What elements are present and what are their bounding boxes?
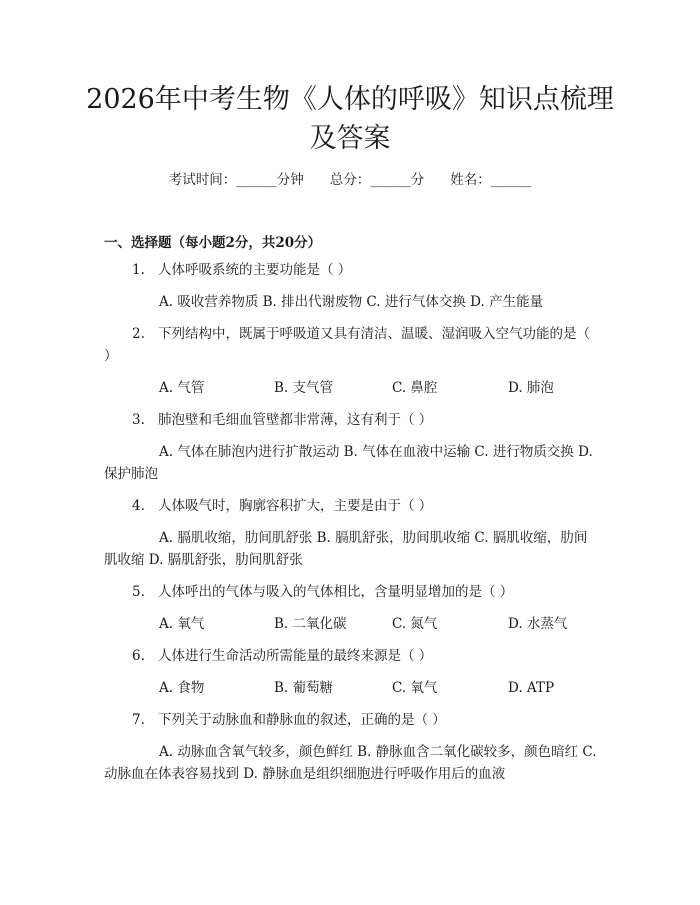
option-a: A. 食物 xyxy=(159,680,205,696)
question-text: 下列关于动脉血和静脉血的叙述，正确的是（ ） xyxy=(158,712,446,728)
question-stem xyxy=(104,259,598,281)
question-number: 6. xyxy=(132,648,145,664)
question-stem xyxy=(104,323,598,367)
question-text: 人体呼出的气体与吸入的气体相比，含量明显增加的是（ ） xyxy=(158,584,514,600)
question-item xyxy=(104,495,598,571)
question-stem xyxy=(104,409,598,431)
question-options: A. 膈肌收缩，肋间肌舒张 B. 膈肌舒张，肋间肌收缩 C. 膈肌收缩，肋间肌收缩 D. 膈肌舒张，肋间肌舒张 xyxy=(104,530,588,568)
option-b: B. 二氧化碳 xyxy=(274,616,347,632)
option-a: A. 气管 xyxy=(159,380,205,396)
option-d: D. 肺泡 xyxy=(508,380,554,396)
option-d: D. 水蒸气 xyxy=(508,616,568,632)
question-item xyxy=(104,581,598,635)
question-text: 人体进行生命活动所需能量的最终来源是（ ） xyxy=(158,648,433,664)
student-name-label: 姓名：______ xyxy=(450,172,532,188)
question-number: 3. xyxy=(132,412,145,428)
question-options: A. 动脉血含氧气较多，颜色鲜红 B. 静脉血含二氧化碳较多，颜色暗红 C. 动脉血在体表容易找到 D. 静脉血是组织细胞进行呼吸作用后的血液 xyxy=(104,744,597,782)
exam-time-label: 考试时间：______分钟 xyxy=(168,172,304,188)
question-number: 4. xyxy=(132,498,145,514)
question-number: 7. xyxy=(132,712,145,728)
exam-meta xyxy=(0,168,700,188)
total-score-label: 总分：______分 xyxy=(329,172,425,188)
question-options: A. 气体在肺泡内进行扩散运动 B. 气体在血液中运输 C. 进行物质交换 D. 保护肺泡 xyxy=(104,444,593,482)
option-a: A. 氧气 xyxy=(159,616,205,632)
option-b: B. 葡萄糖 xyxy=(274,680,334,696)
question-item xyxy=(104,323,598,399)
question-text: 下列结构中，既属于呼吸道又具有清洁、温暖、湿润吸入空气功能的是（ ） xyxy=(104,326,590,364)
option-b: B. 支气管 xyxy=(274,380,334,396)
option-c: C. 鼻腔 xyxy=(392,380,438,396)
question-text: 人体吸气时，胸廓容积扩大，主要是由于（ ） xyxy=(158,498,433,514)
question-item xyxy=(104,409,598,485)
question-stem xyxy=(104,645,598,667)
question-item xyxy=(104,645,598,699)
document-title: 2026年中考生物《人体的呼吸》知识点梳理及答案 xyxy=(86,84,614,154)
question-options xyxy=(104,613,598,635)
question-number: 5. xyxy=(132,584,145,600)
option-d: D. ATP xyxy=(508,680,555,696)
section-title: 一、选择题（每小题2分，共20分） xyxy=(104,235,322,251)
question-options xyxy=(104,377,598,399)
question-number: 1. xyxy=(132,262,145,278)
question-stem xyxy=(104,581,598,603)
option-c: C. 氮气 xyxy=(392,616,438,632)
question-number: 2. xyxy=(132,326,145,342)
question-text: 人体呼吸系统的主要功能是（ ） xyxy=(158,262,352,278)
option-c: C. 氧气 xyxy=(392,680,438,696)
question-options: A. 吸收营养物质 B. 排出代谢废物 C. 进行气体交换 D. 产生能量 xyxy=(159,294,544,310)
question-stem xyxy=(104,709,598,731)
question-text: 肺泡壁和毛细血管壁都非常薄，这有利于（ ） xyxy=(158,412,433,428)
question-stem xyxy=(104,495,598,517)
question-item xyxy=(104,259,598,313)
question-list xyxy=(104,259,598,795)
question-options xyxy=(104,677,598,699)
question-item xyxy=(104,709,598,785)
